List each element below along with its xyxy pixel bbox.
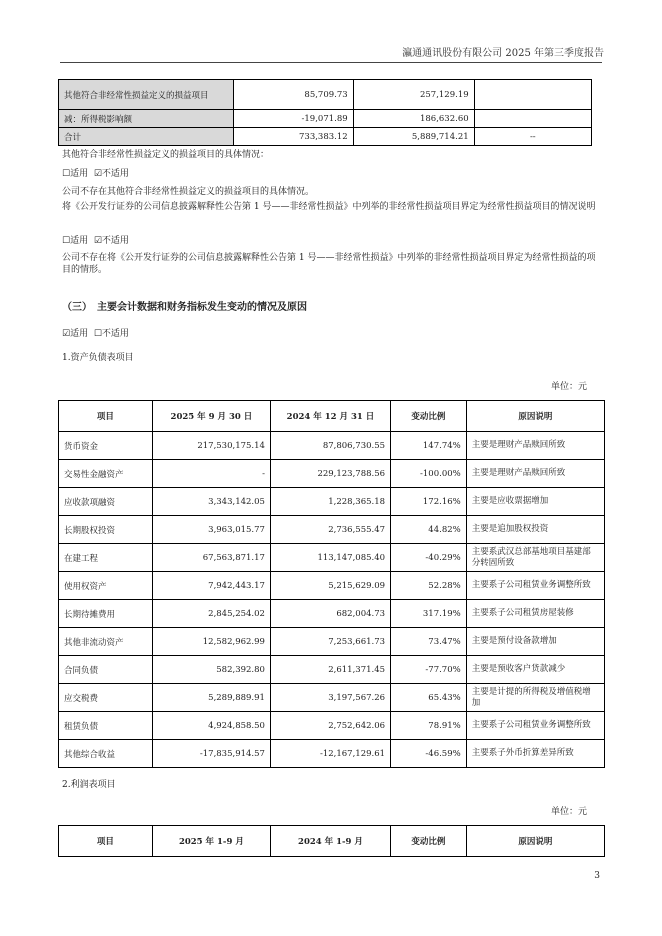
value-cell: 2,845,254.02 bbox=[152, 600, 270, 628]
table-row bbox=[59, 712, 605, 740]
reason-cell: 主要是计提的所得税及增值税增加 bbox=[466, 684, 604, 712]
applicable-checkbox: ☐适用 bbox=[62, 169, 89, 179]
value-cell: 2,736,555.47 bbox=[270, 516, 390, 544]
note-cell bbox=[474, 80, 591, 110]
table-header-row bbox=[59, 826, 605, 857]
column-header: 2024 年 12 月 31 日 bbox=[270, 401, 390, 432]
report-header: 瀛通通讯股份有限公司 2025 年第三季度报告 bbox=[402, 48, 604, 59]
balance-sheet-table bbox=[58, 400, 605, 768]
ratio-cell: 78.91% bbox=[391, 712, 467, 740]
note-cell: -- bbox=[474, 128, 591, 146]
section-title: （三） 主要会计数据和财务指标发生变动的情况及原因 bbox=[62, 302, 307, 313]
value-cell: 7,942,443.17 bbox=[152, 572, 270, 600]
item-cell: 使用权资产 bbox=[59, 572, 153, 600]
applicable-checkbox: ☐适用 bbox=[62, 236, 89, 246]
value-cell: 3,963,015.77 bbox=[152, 516, 270, 544]
reason-cell: 主要是追加股权投资 bbox=[466, 516, 604, 544]
ratio-cell: 317.19% bbox=[391, 600, 467, 628]
reason-cell: 主要是预付设备款增加 bbox=[466, 628, 604, 656]
page-number: 3 bbox=[594, 871, 600, 881]
value-cell: 3,343,142.05 bbox=[152, 488, 270, 516]
table-row bbox=[59, 128, 592, 146]
table-row bbox=[59, 740, 605, 768]
not-applicable-checkbox: ☑不适用 bbox=[93, 169, 129, 179]
ratio-cell: -100.00% bbox=[391, 460, 467, 488]
value-cell: 3,197,567.26 bbox=[270, 684, 390, 712]
value-cell: 2,611,371.45 bbox=[270, 656, 390, 684]
unit-label: 单位：元 bbox=[550, 807, 587, 817]
item-cell: 货币资金 bbox=[59, 432, 153, 460]
paragraph: 将《公开发行证券的公司信息披露解释性公告第 1 号——非经常性损益》中列举的非经常性损益项目界定为经常性损益项目的情况说明 bbox=[62, 202, 596, 212]
value-cell: - bbox=[152, 460, 270, 488]
reason-cell: 主要系武汉总部基地项目基建部分转固所致 bbox=[466, 544, 604, 572]
table-row bbox=[59, 432, 605, 460]
value-cell: 217,530,175.14 bbox=[152, 432, 270, 460]
item-cell: 其他综合收益 bbox=[59, 740, 153, 768]
reason-cell: 主要是预收客户货款减少 bbox=[466, 656, 604, 684]
column-header: 原因说明 bbox=[466, 826, 604, 857]
table-row bbox=[59, 488, 605, 516]
ratio-cell: 73.47% bbox=[391, 628, 467, 656]
reason-cell: 主要是应收票据增加 bbox=[466, 488, 604, 516]
ratio-cell: -46.59% bbox=[391, 740, 467, 768]
reason-cell: 主要系子公司租赁房屋装修 bbox=[466, 600, 604, 628]
row-label: 减：所得税影响额 bbox=[59, 110, 234, 128]
table-row bbox=[59, 572, 605, 600]
value-cell: 5,889,714.21 bbox=[353, 128, 474, 146]
item-cell: 合同负债 bbox=[59, 656, 153, 684]
column-header: 变动比例 bbox=[391, 826, 467, 857]
table-row bbox=[59, 600, 605, 628]
option-row bbox=[62, 168, 602, 180]
reason-cell: 主要系子公司租赁业务调整所致 bbox=[466, 712, 604, 740]
paragraph: 公司不存在将《公开发行证券的公司信息披露解释性公告第 1 号——非经常性损益》中列举的非经常性损益项目界定为经常性损益的项目的情形。 bbox=[62, 253, 596, 276]
option-row bbox=[62, 328, 602, 340]
value-cell: -17,835,914.57 bbox=[152, 740, 270, 768]
value-cell: 2,752,642.06 bbox=[270, 712, 390, 740]
subsection-title: 1.资产负债表项目 bbox=[62, 353, 134, 363]
paragraph: 公司不存在其他符合非经常性损益定义的损益项目的具体情况。 bbox=[62, 187, 315, 197]
value-cell: 12,582,962.99 bbox=[152, 628, 270, 656]
table-row bbox=[59, 460, 605, 488]
table-row bbox=[59, 628, 605, 656]
ratio-cell: 172.16% bbox=[391, 488, 467, 516]
column-header: 项目 bbox=[59, 826, 153, 857]
table-row bbox=[59, 516, 605, 544]
column-header: 2024 年 1-9 月 bbox=[270, 826, 390, 857]
column-header: 2025 年 9 月 30 日 bbox=[152, 401, 270, 432]
reason-cell: 主要系子公司租赁业务调整所致 bbox=[466, 572, 604, 600]
column-header: 原因说明 bbox=[466, 401, 604, 432]
column-header: 变动比例 bbox=[391, 401, 467, 432]
item-cell: 其他非流动资产 bbox=[59, 628, 153, 656]
value-cell: 1,228,365.18 bbox=[270, 488, 390, 516]
ratio-cell: -77.70% bbox=[391, 656, 467, 684]
item-cell: 交易性金融资产 bbox=[59, 460, 153, 488]
item-cell: 在建工程 bbox=[59, 544, 153, 572]
paragraph: 其他符合非经常性损益定义的损益项目的具体情况： bbox=[62, 150, 270, 160]
item-cell: 租赁负债 bbox=[59, 712, 153, 740]
applicable-checkbox: ☑适用 bbox=[62, 329, 89, 339]
value-cell: 257,129.19 bbox=[353, 80, 474, 110]
reason-cell: 主要是理财产品赎回所致 bbox=[466, 432, 604, 460]
item-cell: 应收款项融资 bbox=[59, 488, 153, 516]
not-applicable-checkbox: ☐不适用 bbox=[93, 329, 129, 339]
unit-label: 单位：元 bbox=[550, 382, 587, 392]
value-cell: 229,123,788.56 bbox=[270, 460, 390, 488]
table-row bbox=[59, 656, 605, 684]
header-divider bbox=[60, 62, 602, 63]
value-cell: -12,167,129.61 bbox=[270, 740, 390, 768]
value-cell: 4,924,858.50 bbox=[152, 712, 270, 740]
ratio-cell: 65.43% bbox=[391, 684, 467, 712]
table-row bbox=[59, 684, 605, 712]
table-header-row bbox=[59, 401, 605, 432]
ratio-cell: 147.74% bbox=[391, 432, 467, 460]
reason-cell: 主要系子外币折算差异所致 bbox=[466, 740, 604, 768]
note-cell bbox=[474, 110, 591, 128]
reason-cell: 主要是理财产品赎回所致 bbox=[466, 460, 604, 488]
table-row bbox=[59, 110, 592, 128]
non-recurring-table bbox=[58, 79, 592, 146]
value-cell: 682,004.73 bbox=[270, 600, 390, 628]
column-header: 2025 年 1-9 月 bbox=[152, 826, 270, 857]
value-cell: 87,806,730.55 bbox=[270, 432, 390, 460]
value-cell: 186,632.60 bbox=[353, 110, 474, 128]
table-row bbox=[59, 544, 605, 572]
item-cell: 应交税费 bbox=[59, 684, 153, 712]
value-cell: 7,253,661.73 bbox=[270, 628, 390, 656]
row-label: 合计 bbox=[59, 128, 234, 146]
value-cell: 5,289,889.91 bbox=[152, 684, 270, 712]
ratio-cell: 44.82% bbox=[391, 516, 467, 544]
value-cell: 5,215,629.09 bbox=[270, 572, 390, 600]
value-cell: 85,709.73 bbox=[233, 80, 353, 110]
item-cell: 长期待摊费用 bbox=[59, 600, 153, 628]
income-statement-table bbox=[58, 825, 605, 857]
subsection-title: 2.利润表项目 bbox=[62, 780, 116, 790]
value-cell: 67,563,871.17 bbox=[152, 544, 270, 572]
table-row bbox=[59, 80, 592, 110]
not-applicable-checkbox: ☑不适用 bbox=[93, 236, 129, 246]
value-cell: 582,392.80 bbox=[152, 656, 270, 684]
value-cell: 113,147,085.40 bbox=[270, 544, 390, 572]
value-cell: -19,071.89 bbox=[233, 110, 353, 128]
value-cell: 733,383.12 bbox=[233, 128, 353, 146]
option-row bbox=[62, 235, 602, 247]
row-label: 其他符合非经常性损益定义的损益项目 bbox=[59, 80, 234, 110]
ratio-cell: -40.29% bbox=[391, 544, 467, 572]
ratio-cell: 52.28% bbox=[391, 572, 467, 600]
column-header: 项目 bbox=[59, 401, 153, 432]
item-cell: 长期股权投资 bbox=[59, 516, 153, 544]
